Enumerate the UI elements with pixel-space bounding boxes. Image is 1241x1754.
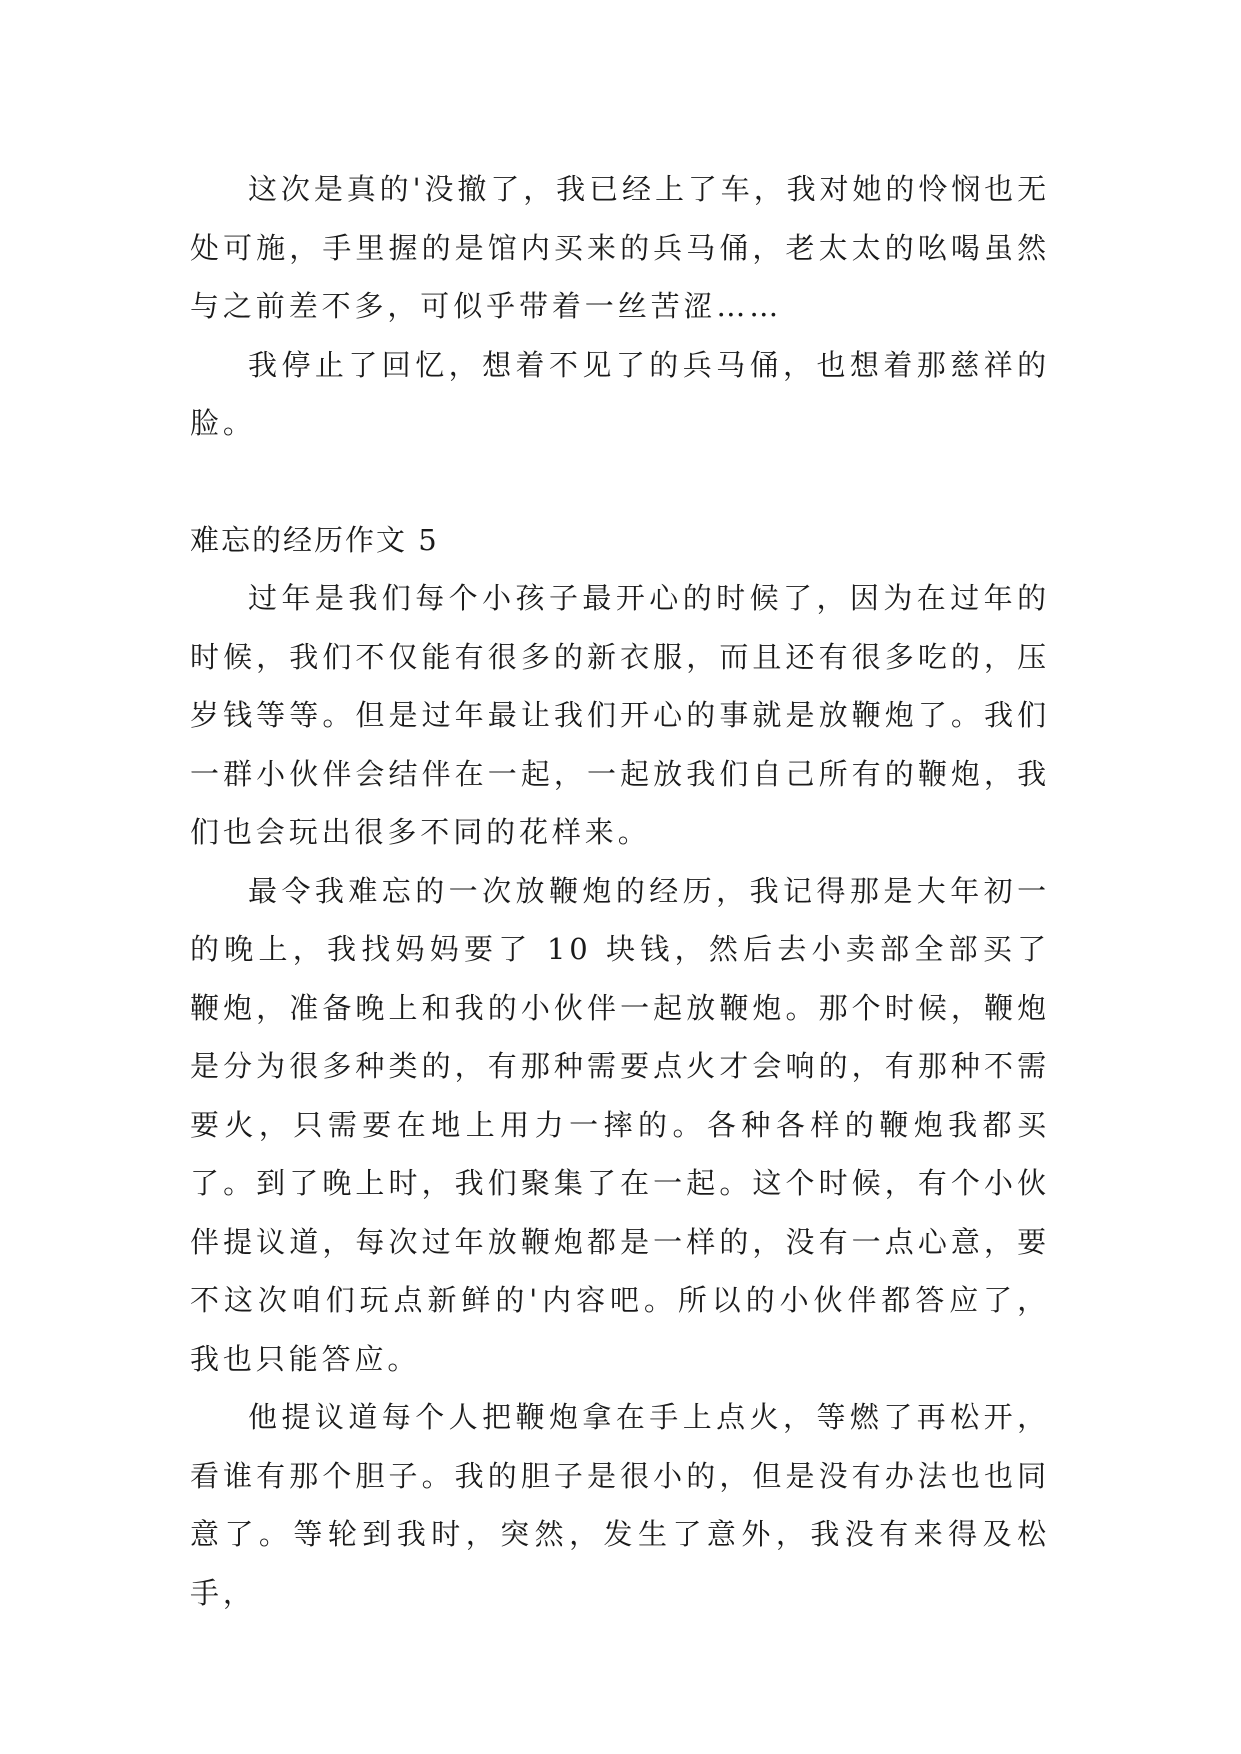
paragraph: 我停止了回忆，想着不见了的兵马俑，也想着那慈祥的脸。 <box>190 347 1050 440</box>
section-spacer <box>190 453 1050 511</box>
section-heading: 难忘的经历作文 5 <box>190 522 439 557</box>
paragraph: 这次是真的'没撤了，我已经上了车，我对她的怜悯也无处可施，手里握的是馆内买来的兵马俑，老太太的吆喝虽然与之前差不多，可似乎带着一丝苦涩…… <box>190 172 1050 323</box>
paragraph: 最令我难忘的一次放鞭炮的经历，我记得那是大年初一的晚上，我找妈妈要了 10 块钱，然后去小卖部全部买了鞭炮，准备晚上和我的小伙伴一起放鞭炮。那个时候，鞭炮是分为很多种类的，有那种需要点火才会响的，有那种不需要火，只需要在地上用力一摔的。各种各样的鞭炮我都买了。到了晚上时，我们聚集了在一起。这个时候，有个小伙伴提议道，每次过年放鞭炮都是一样的，没有一点心意，要不这次咱们玩点新鲜的'内容吧。所以的小伙伴都答应了，我也只能答应。 <box>190 873 1050 1376</box>
paragraph: 过年是我们每个小孩子最开心的时候了，因为在过年的时候，我们不仅能有很多的新衣服，而且还有很多吃的，压岁钱等等。但是过年最让我们开心的事就是放鞭炮了。我们一群小伙伴会结伴在一起，一起放我们自己所有的鞭炮，我们也会玩出很多不同的花样来。 <box>190 581 1050 849</box>
document-body <box>190 160 1050 1622</box>
paragraph: 他提议道每个人把鞭炮拿在手上点火，等燃了再松开，看谁有那个胆子。我的胆子是很小的，但是没有办法也也同意了。等轮到我时，突然，发生了意外，我没有来得及松手， <box>190 1400 1050 1610</box>
